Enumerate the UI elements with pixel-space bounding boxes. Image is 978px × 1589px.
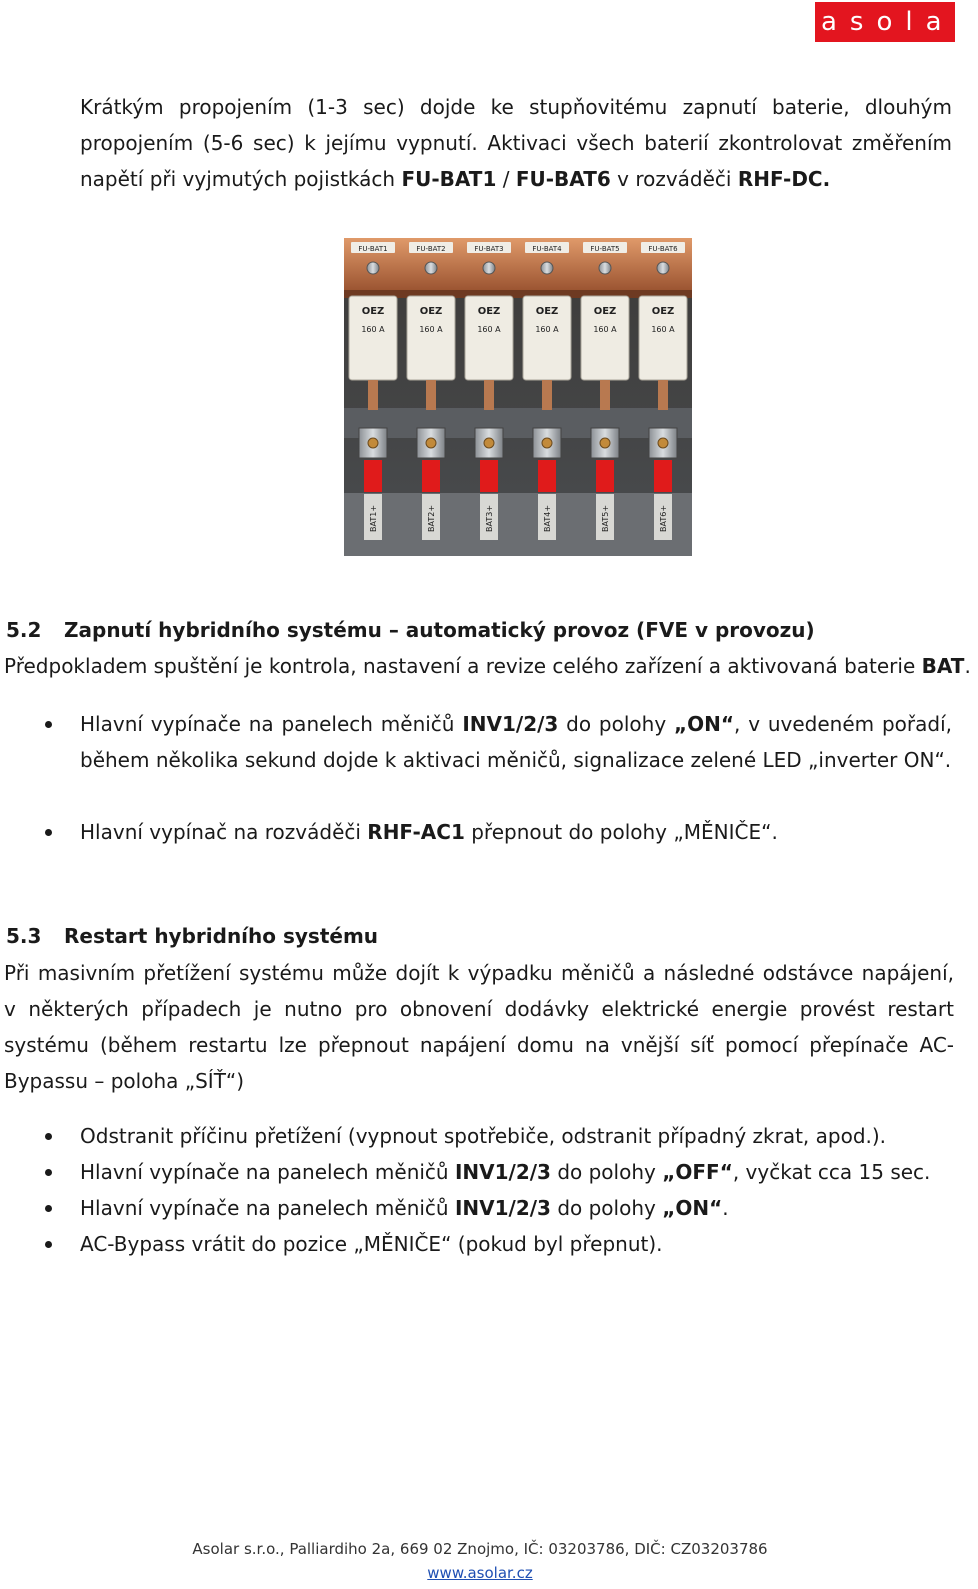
intro-line-3: napětí při vyjmutých pojistkách FU-BAT1 / FU-BAT6 v rozváděči RHF-DC. [80,167,831,191]
bat-label: BAT3+ [485,504,494,532]
fuse-contact [368,380,378,410]
bullet-icon [45,829,52,836]
fuse-rating: 160 A [535,325,559,334]
fuse-contact [658,380,668,410]
fuse-label: FU-BAT3 [474,245,504,253]
screw-icon [542,438,552,448]
bolt-icon [367,262,379,274]
section-title: Zapnutí hybridního systému – automatický provoz (FVE v provozu) [64,618,815,642]
fuse-label: FU-BAT5 [590,245,620,253]
bullet-icon [45,1169,52,1176]
bullet-icon [45,1133,52,1140]
fuse-label: FU-BAT2 [416,245,446,253]
fuse-rating: 160 A [651,325,675,334]
bat-label: BAT4+ [543,504,552,532]
screw-icon [600,438,610,448]
bullet-icon [45,1205,52,1212]
company-logo: asolar [815,2,955,42]
red-cable-sleeve [480,460,498,492]
section-5-3-paragraph: Při masivním přetížení systému může dojít k výpadku měničů a následné odstávce napájení, v některých případech je nutno pro obnovení dodávky elektrické energie provést restart systému (během restartu lze přepnout napájení domu na vnější síť pomocí přepínače AC- Bypassu – poloha „SÍŤ“) [4,961,954,1093]
screw-icon [484,438,494,448]
fuse-brand: OEZ [361,306,385,317]
fuse-brand: OEZ [419,306,443,317]
section-5-3-bullet-2: Hlavní vypínače na panelech měničů INV1/2/3 do polohy „OFF“, vyčkat cca 15 sec. [80,1160,931,1184]
fuse-label: FU-BAT1 [358,245,388,253]
bullet-icon [45,721,52,728]
intro-line-1: Krátkým propojením (1-3 sec) dojde ke stupňovitému zapnutí baterie, dlouhým [80,95,952,119]
fuse-contact [600,380,610,410]
fuse-label: FU-BAT6 [648,245,678,253]
fuse-brand: OEZ [535,306,559,317]
red-cable-sleeve [422,460,440,492]
fuse-brand: OEZ [477,306,501,317]
section-5-2-heading [6,615,815,645]
bat-label: BAT6+ [659,504,668,532]
bullet-icon [45,1241,52,1248]
bolt-icon [657,262,669,274]
bolt-icon [483,262,495,274]
bat-label: BAT5+ [601,504,610,532]
fuse-panel-illustration [344,238,692,556]
fuse-rating: 160 A [361,325,385,334]
red-cable-sleeve [596,460,614,492]
bolt-icon [599,262,611,274]
red-cable-sleeve [538,460,556,492]
footer-address: Asolar s.r.o., Palliardiho 2a, 669 02 Znojmo, IČ: 03203786, DIČ: CZ03203786 [192,1540,768,1558]
section-5-3-bullet-3: Hlavní vypínače na panelech měničů INV1/2/3 do polohy „ON“. [80,1196,729,1220]
screw-icon [368,438,378,448]
section-5-2-bullet-2: Hlavní vypínač na rozváděči RHF-AC1 přepnout do polohy „MĚNIČE“. [80,820,778,844]
fuse-contact [484,380,494,410]
intro-paragraph [80,89,952,197]
website-link[interactable]: www.asolar.cz [427,1564,533,1582]
screw-icon [426,438,436,448]
fuse-brand: OEZ [593,306,617,317]
section-number: 5.3 [6,924,42,948]
screw-icon [658,438,668,448]
fuse-rating: 160 A [477,325,501,334]
section-number: 5.2 [6,618,42,642]
bolt-icon [541,262,553,274]
bolt-icon [425,262,437,274]
section-5-3-bullet-4: AC-Bypass vrátit do pozice „MĚNIČE“ (pokud byl přepnut). [80,1232,663,1256]
fuse-brand: OEZ [651,306,675,317]
section-title: Restart hybridního systému [64,924,379,948]
red-cable-sleeve [364,460,382,492]
section-5-3-heading [6,921,378,951]
section-5-2-intro: Předpokladem spuštění je kontrola, nastavení a revize celého zařízení a aktivovaná baterie BAT. [4,654,971,678]
footer-link-wrap [0,1564,960,1582]
section-5-2-bullet-1: Hlavní vypínače na panelech měničů INV1/2/3 do polohy „ON“, v uvedeném pořadí, během několika sekund dojde k aktivaci měničů, signalizace zelené LED „inverter ON“. [80,712,952,772]
fuse-rating: 160 A [419,325,443,334]
bat-label: BAT1+ [369,504,378,532]
bat-label: BAT2+ [427,504,436,532]
fuse-contact [542,380,552,410]
section-5-3-bullet-1: Odstranit příčinu přetížení (vypnout spotřebiče, odstranit případný zkrat, apod.). [80,1124,887,1148]
fuse-rating: 160 A [593,325,617,334]
red-cable-sleeve [654,460,672,492]
fuse-label: FU-BAT4 [532,245,562,253]
intro-line-2: propojením (5-6 sec) k jejímu vypnutí. Aktivaci všech baterií zkontrolovat změřením [80,131,952,155]
fuse-panel-photo [344,238,692,556]
fuse-contact [426,380,436,410]
